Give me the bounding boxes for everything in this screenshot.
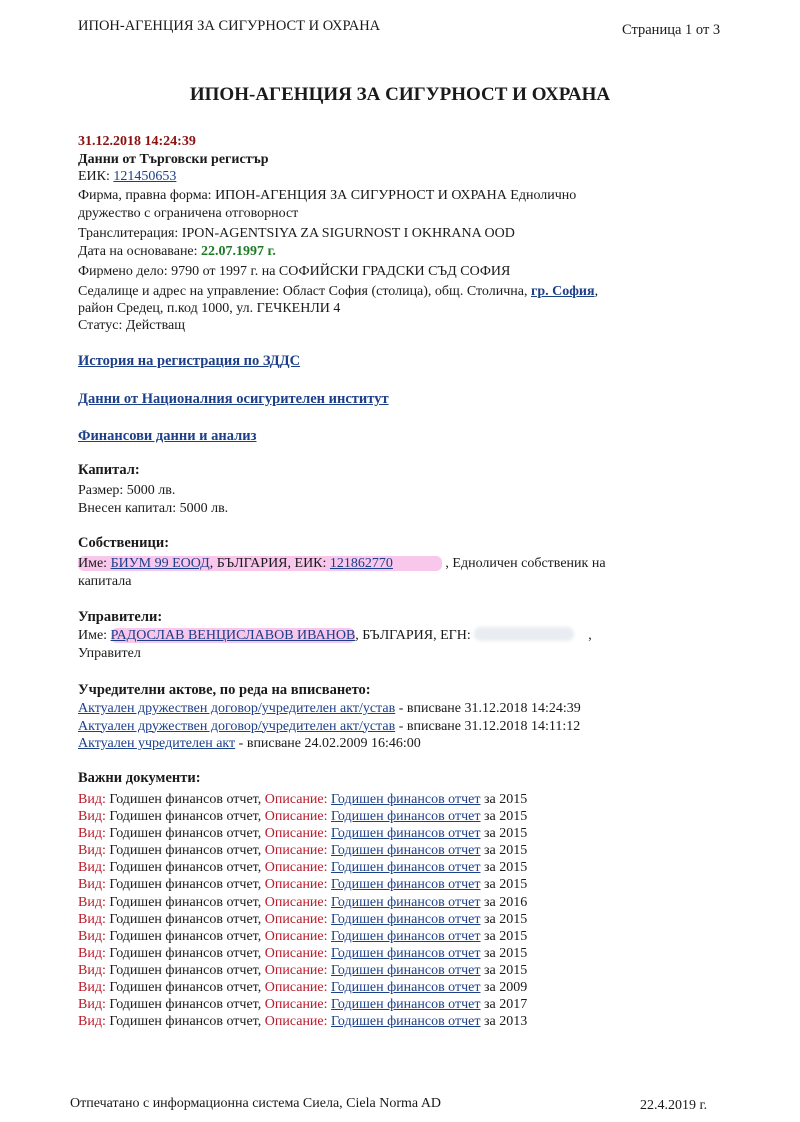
- document-title: ИПОН-АГЕНЦИЯ ЗА СИГУРНОСТ И ОХРАНА: [189, 84, 611, 105]
- document-kind-value: Годишен финансов отчет,: [105, 843, 265, 859]
- redacted-egn: [474, 627, 574, 641]
- document-year: 2016: [499, 894, 528, 910]
- document-year-prefix: за: [480, 928, 500, 944]
- document-year: 2015: [499, 928, 528, 944]
- owner-row: [78, 555, 606, 572]
- document-desc-link[interactable]: Годишен финансов отчет: [331, 894, 481, 910]
- document-desc-link[interactable]: Годишен финансов отчет: [331, 809, 481, 825]
- owner-eik-link[interactable]: 121862770: [329, 556, 393, 571]
- owner-country: , БЪЛГАРИЯ, ЕИК:: [209, 556, 327, 571]
- vat-history-link[interactable]: История на регистрация по ЗДДС: [78, 353, 301, 369]
- document-desc-link[interactable]: Годишен финансов отчет: [331, 980, 481, 996]
- document-desc-label: Описание:: [264, 792, 328, 807]
- document-row: [78, 1013, 527, 1030]
- document-kind-value: Годишен финансов отчет,: [105, 997, 265, 1013]
- document-kind-value: Годишен финансов отчет,: [105, 792, 265, 807]
- document-desc-label: Описание:: [264, 843, 328, 859]
- document-year-prefix: за: [480, 997, 500, 1013]
- document-row: [78, 876, 527, 893]
- firm-line-2: дружество с ограничена отговорност: [78, 206, 299, 221]
- document-row: [78, 911, 527, 928]
- document-kind-value: Годишен финансов отчет,: [105, 877, 265, 893]
- document-desc-label: Описание:: [264, 860, 328, 876]
- acts-heading: Учредителни актове, по реда на вписването:: [78, 682, 371, 698]
- document-desc-label: Описание:: [264, 809, 328, 825]
- document-row: [78, 808, 527, 825]
- document-kind-value: Годишен финансов отчет,: [105, 894, 265, 910]
- manager-row: [78, 627, 592, 644]
- document-kind-label: Вид:: [78, 843, 106, 859]
- status: Статус: Действащ: [78, 318, 186, 333]
- manager-tail: ,: [588, 628, 592, 643]
- eik-row: [78, 168, 176, 185]
- document-desc-link[interactable]: Годишен финансов отчет: [331, 962, 481, 978]
- document-row: [78, 996, 527, 1013]
- document-kind-value: Годишен финансов отчет,: [105, 826, 265, 842]
- court-case: Фирмено дело: 9790 от 1997 г. на СОФИЙСКИ ГРАДСКИ СЪД СОФИЯ: [78, 264, 511, 279]
- managers-heading: Управители:: [78, 609, 163, 625]
- act-text: - вписване 24.02.2009 16:46:00: [235, 736, 421, 751]
- address-line-2: район Средец, п.код 1000, ул. ГЕЧКЕНЛИ 4: [78, 301, 341, 316]
- owners-heading: Собственици:: [78, 535, 170, 551]
- document-kind-label: Вид:: [78, 928, 106, 944]
- document-kind-label: Вид:: [78, 809, 106, 825]
- document-desc-link[interactable]: Годишен финансов отчет: [331, 997, 481, 1013]
- document-year-prefix: за: [480, 1014, 500, 1030]
- act-text: - вписване 31.12.2018 14:11:12: [395, 718, 581, 734]
- act-item: [78, 735, 581, 753]
- footer-printed-by: Отпечатано с информационна система Сиела, Ciela Norma AD: [70, 1096, 442, 1111]
- document-kind-value: Годишен финансов отчет,: [105, 860, 265, 876]
- financial-data-link[interactable]: Финансови данни и анализ: [78, 428, 257, 444]
- city-link[interactable]: гр. София: [530, 284, 595, 299]
- document-year-prefix: за: [480, 894, 500, 910]
- document-kind-value: Годишен финансов отчет,: [105, 928, 265, 944]
- document-kind-value: Годишен финансов отчет,: [105, 1014, 265, 1030]
- document-year: 2015: [499, 911, 528, 927]
- document-desc-label: Описание:: [264, 877, 328, 893]
- document-kind-label: Вид:: [78, 826, 106, 842]
- document-desc-link[interactable]: Годишен финансов отчет: [331, 1014, 481, 1030]
- document-year: 2015: [499, 843, 528, 859]
- founded-date: 22.07.1997 г.: [201, 244, 276, 259]
- document-year-prefix: за: [480, 826, 500, 842]
- document-year-prefix: за: [480, 877, 500, 893]
- document-row: [78, 962, 527, 979]
- nsi-data-link[interactable]: Данни от Националния осигурителен институт: [78, 391, 389, 407]
- act-item: [78, 718, 581, 736]
- document-row: [78, 791, 527, 808]
- address-comma: ,: [594, 284, 599, 299]
- document-desc-link[interactable]: Годишен финансов отчет: [331, 826, 481, 842]
- document-kind-value: Годишен финансов отчет,: [105, 945, 265, 961]
- document-row: [78, 945, 527, 962]
- document-year: 2013: [499, 1014, 528, 1030]
- capital-paid: Внесен капитал: 5000 лв.: [78, 501, 229, 516]
- document-kind-value: Годишен финансов отчет,: [105, 809, 265, 825]
- owner-name-link[interactable]: БИУМ 99 ЕООД: [110, 556, 210, 571]
- firm-line-1: Фирма, правна форма: ИПОН-АГЕНЦИЯ ЗА СИГУРНОСТ И ОХРАНА Еднолично: [78, 188, 577, 203]
- documents-list: [78, 791, 527, 1030]
- transliteration: Транслитерация: IPON-AGENTSIYA ZA SIGURNOST I OKHRANA OOD: [78, 226, 515, 241]
- header-company-name: ИПОН-АГЕНЦИЯ ЗА СИГУРНОСТ И ОХРАНА: [78, 18, 381, 34]
- document-year: 2017: [499, 997, 528, 1013]
- document-desc-link[interactable]: Годишен финансов отчет: [331, 792, 481, 807]
- document-kind-label: Вид:: [78, 877, 106, 893]
- document-kind-label: Вид:: [78, 962, 106, 978]
- founded-label: Дата на основаване:: [78, 244, 198, 259]
- document-kind-value: Годишен финансов отчет,: [105, 911, 265, 927]
- timestamp: 31.12.2018 14:24:39: [78, 134, 196, 149]
- document-row: [78, 894, 527, 911]
- manager-name-link[interactable]: РАДОСЛАВ ВЕНЦИСЛАВОВ ИВАНОВ: [110, 628, 356, 643]
- document-desc-label: Описание:: [264, 1014, 328, 1030]
- document-row: [78, 979, 527, 996]
- document-row: [78, 825, 527, 842]
- manager-country: , БЪЛГАРИЯ, ЕГН:: [355, 628, 471, 643]
- act-link[interactable]: Актуален дружествен договор/учредителен акт/устав: [78, 701, 396, 716]
- document-kind-value: Годишен финансов отчет,: [105, 962, 265, 978]
- eik-label: ЕИК:: [78, 169, 110, 184]
- registry-heading: Данни от Търговски регистър: [78, 152, 269, 167]
- document-year: 2015: [499, 809, 528, 825]
- document-year-prefix: за: [480, 962, 500, 978]
- document-kind-label: Вид:: [78, 860, 106, 876]
- manager-name-label: Име:: [78, 628, 108, 643]
- document-year: 2015: [499, 792, 528, 807]
- eik-link[interactable]: 121450653: [113, 169, 177, 184]
- document-desc-link[interactable]: Годишен финансов отчет: [331, 843, 481, 859]
- document-year: 2009: [499, 980, 528, 996]
- document-desc-label: Описание:: [264, 997, 328, 1013]
- document-year-prefix: за: [480, 860, 500, 876]
- owner-role: , Едноличен собственик на: [445, 556, 606, 571]
- owner-highlight: [78, 556, 442, 571]
- document-kind-label: Вид:: [78, 997, 106, 1013]
- act-item: [78, 700, 581, 718]
- acts-list: [78, 700, 581, 753]
- footer-date: 22.4.2019 г.: [640, 1098, 708, 1113]
- document-kind-label: Вид:: [78, 945, 106, 961]
- document-year-prefix: за: [480, 809, 500, 825]
- document-desc-link[interactable]: Годишен финансов отчет: [331, 945, 481, 961]
- documents-heading: Важни документи:: [78, 770, 201, 786]
- document-year: 2015: [499, 945, 528, 961]
- document-year-prefix: за: [480, 843, 500, 859]
- document-desc-link[interactable]: Годишен финансов отчет: [331, 877, 481, 893]
- document-year: 2015: [499, 860, 528, 876]
- document-kind-label: Вид:: [78, 1014, 106, 1030]
- document-kind-label: Вид:: [78, 792, 106, 807]
- document-desc-link[interactable]: Годишен финансов отчет: [331, 860, 481, 876]
- capital-size: Размер: 5000 лв.: [78, 483, 176, 498]
- document-year: 2015: [499, 962, 528, 978]
- document-desc-link[interactable]: Годишен финансов отчет: [331, 928, 481, 944]
- capital-heading: Капитал:: [78, 462, 140, 478]
- act-link[interactable]: Актуален дружествен договор/учредителен акт/устав: [78, 718, 396, 734]
- address-text: Седалище и адрес на управление: Област София (столица), общ. Столична,: [78, 284, 528, 299]
- owner-name-label: Име:: [78, 556, 108, 571]
- document-year-prefix: за: [480, 792, 500, 807]
- document-desc-label: Описание:: [264, 911, 328, 927]
- document-desc-link[interactable]: Годишен финансов отчет: [331, 911, 481, 927]
- document-year: 2015: [499, 826, 528, 842]
- document-desc-label: Описание:: [264, 962, 328, 978]
- document-year-prefix: за: [480, 945, 500, 961]
- document-year-prefix: за: [480, 980, 500, 996]
- document-kind-value: Годишен финансов отчет,: [105, 980, 265, 996]
- page-number: Страница 1 от 3: [622, 22, 721, 38]
- document-year: 2015: [499, 877, 528, 893]
- owner-role-line-2: капитала: [78, 574, 132, 589]
- document-desc-label: Описание:: [264, 928, 328, 944]
- document-row: [78, 928, 527, 945]
- document-desc-label: Описание:: [264, 945, 328, 961]
- document-kind-label: Вид:: [78, 980, 106, 996]
- address-line-1: [78, 283, 598, 300]
- document-desc-label: Описание:: [264, 894, 328, 910]
- document-row: [78, 842, 527, 859]
- document-desc-label: Описание:: [264, 826, 328, 842]
- document-kind-label: Вид:: [78, 894, 106, 910]
- founded-row: [78, 243, 276, 260]
- document-row: [78, 859, 527, 876]
- act-link[interactable]: Актуален учредителен акт: [78, 736, 236, 751]
- act-text: - вписване 31.12.2018 14:24:39: [395, 701, 581, 716]
- document-year-prefix: за: [480, 911, 500, 927]
- document-kind-label: Вид:: [78, 911, 106, 927]
- document-desc-label: Описание:: [264, 980, 328, 996]
- manager-role: Управител: [78, 646, 141, 661]
